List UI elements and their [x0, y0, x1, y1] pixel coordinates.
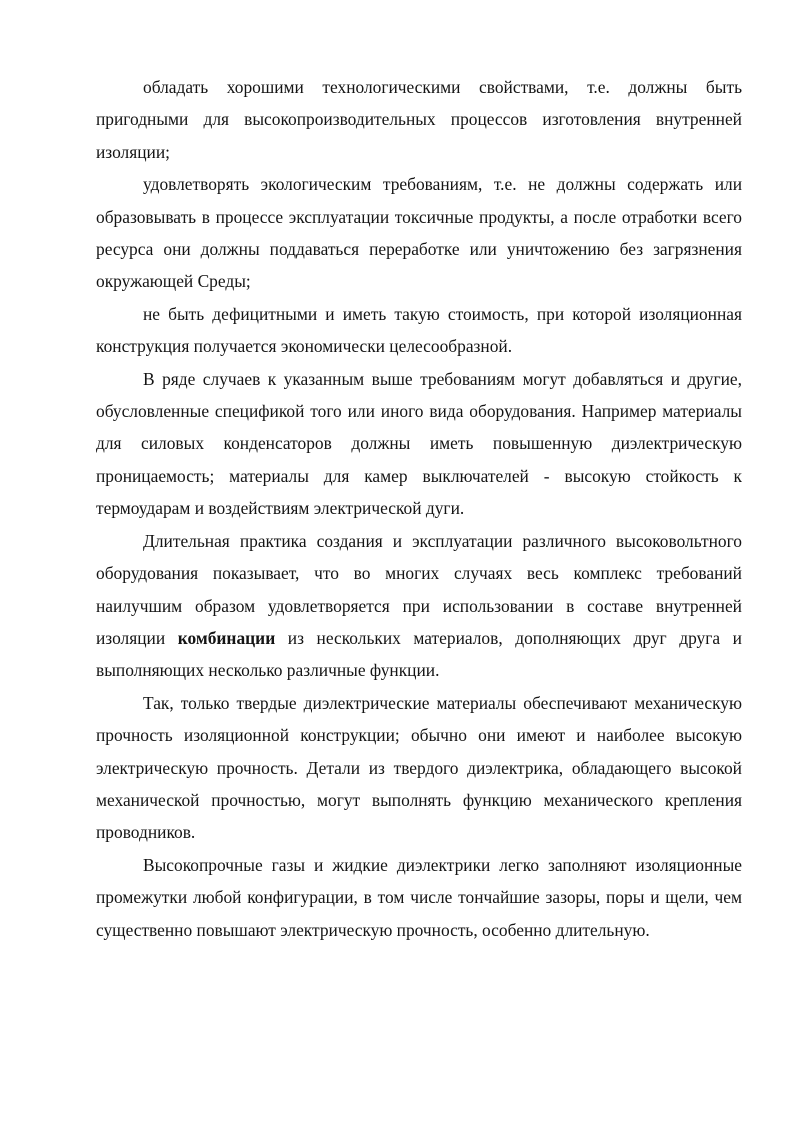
combination-text-after: из нескольких материалов, дополняющих друг друга и выполняющих несколько различные функции. — [96, 627, 742, 681]
combination-text-before: Длительная практика создания и эксплуатации различного высоковольтного оборудования показывает, что во многих случаях весь комплекс требований наилучшим образом удовлетворяется при использовании в составе внутренней изоляции — [96, 530, 742, 648]
combination-bold-term: комбинации — [177, 627, 276, 648]
document-page — [96, 71, 742, 946]
paragraph-additional-requirements: В ряде случаев к указанным выше требованиям могут добавляться и другие, обусловленные спецификой того или иного вида оборудования. Например материалы для силовых конденсаторов должны иметь повышенную диэлектрическую проницаемость; материалы для камер выключателей - высокую стойкость к термоударам и воздействиям электрической дуги. — [96, 368, 742, 519]
paragraph-gases-liquids: Высокопрочные газы и жидкие диэлектрики легко заполняют изоляционные промежутки любой конфигурации, в том числе тончайшие зазоры, поры и щели, чем существенно повышают электрическую прочность, особенно длительную. — [96, 854, 742, 940]
paragraph-solid-dielectrics: Так, только твердые диэлектрические материалы обеспечивают механическую прочность изоляционной конструкции; обычно они имеют и наиболее высокую электрическую прочность. Детали из твердого диэлектрика, обладающего высокой механической прочностью, могут выполнять функцию механического крепления проводников. — [96, 692, 742, 843]
paragraph-cost-requirements: не быть дефицитными и иметь такую стоимость, при которой изоляционная конструкция получается экономически целесообразной. — [96, 303, 742, 357]
paragraph-ecological-requirements: удовлетворять экологическим требованиям, т.е. не должны содержать или образовывать в процессе эксплуатации токсичные продукты, а после отработки всего ресурса они должны поддаваться переработке или уничтожению без загрязнения окружающей Среды; — [96, 174, 742, 292]
paragraph-combination-practice — [96, 525, 742, 687]
paragraph-technological-properties: обладать хорошими технологическими свойствами, т.е. должны быть пригодными для высокопроизводительных процессов изготовления внутренней изоляции; — [96, 77, 742, 162]
